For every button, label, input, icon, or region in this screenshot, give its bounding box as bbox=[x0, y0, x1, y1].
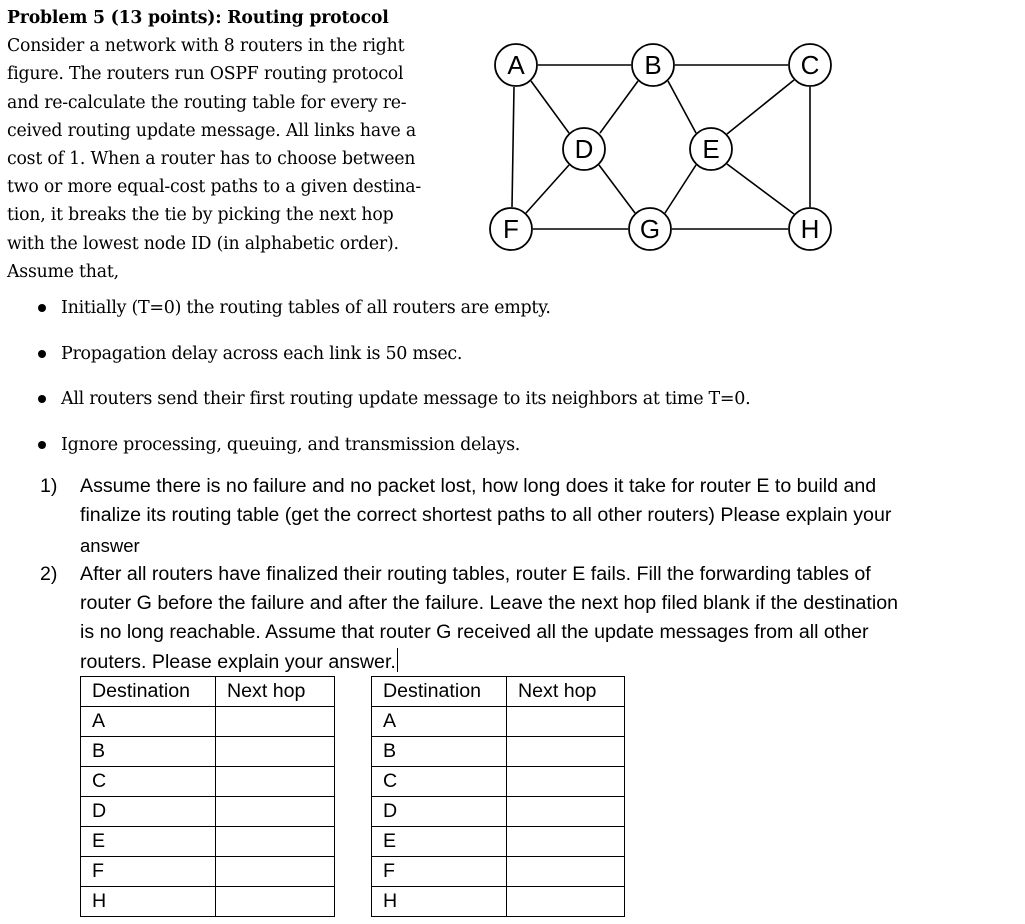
table-row bbox=[81, 737, 335, 767]
intro-line: and re-calculate the routing table for every re- bbox=[7, 92, 407, 113]
question-line: answer bbox=[80, 534, 140, 556]
table-row bbox=[81, 827, 335, 857]
table-row bbox=[81, 707, 335, 737]
question-number: 2) bbox=[40, 562, 58, 585]
question-line: finalize its routing table (get the correct shortest paths to all other routers) Please explain your bbox=[80, 504, 892, 527]
destination-cell: F bbox=[372, 857, 507, 887]
next-hop-cell[interactable] bbox=[216, 707, 335, 737]
destination-cell: B bbox=[372, 737, 507, 767]
intro-line: Assume that, bbox=[7, 261, 119, 282]
table-row bbox=[372, 887, 625, 917]
next-hop-cell[interactable] bbox=[216, 827, 335, 857]
link-e-g bbox=[665, 165, 696, 213]
bullet-icon bbox=[38, 304, 46, 312]
bullet-text: Ignore processing, queuing, and transmission delays. bbox=[61, 434, 521, 455]
link-a-f bbox=[512, 87, 514, 207]
question-line-last bbox=[80, 648, 1020, 677]
next-hop-cell[interactable] bbox=[507, 827, 625, 857]
link-a-d bbox=[531, 81, 569, 133]
next-hop-cell[interactable] bbox=[507, 887, 625, 917]
destination-cell: C bbox=[372, 767, 507, 797]
table-row bbox=[372, 797, 625, 827]
destination-cell: E bbox=[81, 827, 216, 857]
destination-cell: F bbox=[81, 857, 216, 887]
destination-cell: B bbox=[81, 737, 216, 767]
link-b-d bbox=[600, 81, 638, 133]
table-row bbox=[81, 797, 335, 827]
destination-cell: D bbox=[372, 797, 507, 827]
router-f-label: F bbox=[503, 214, 519, 244]
column-header-destination: Destination bbox=[372, 677, 507, 707]
problem-title: Problem 5 (13 points): Routing protocol bbox=[7, 8, 389, 28]
bullet-text: Propagation delay across each link is 50 msec. bbox=[61, 343, 463, 364]
destination-cell: C bbox=[81, 767, 216, 797]
router-a-label: A bbox=[507, 50, 525, 80]
intro-line: tion, it breaks the tie by picking the next hop bbox=[7, 205, 394, 226]
bullet-text: Initially (T=0) the routing tables of all routers are empty. bbox=[61, 298, 551, 318]
question-line: router G before the failure and after the failure. Leave the next hop filed blank if the destination bbox=[80, 592, 899, 615]
intro-line: with the lowest node ID (in alphabetic order). bbox=[7, 233, 399, 254]
network-diagram bbox=[480, 40, 840, 260]
bullet-text: All routers send their first routing update message to its neighbors at time T=0. bbox=[61, 389, 751, 409]
next-hop-cell[interactable] bbox=[507, 797, 625, 827]
next-hop-cell[interactable] bbox=[507, 707, 625, 737]
next-hop-cell[interactable] bbox=[507, 857, 625, 887]
table-header-row bbox=[81, 677, 335, 707]
question-2 bbox=[40, 560, 1020, 677]
router-e-label: E bbox=[702, 134, 720, 164]
question-line: routers. Please explain your answer. bbox=[80, 650, 396, 673]
intro-line: figure. The routers run OSPF routing protocol bbox=[7, 64, 404, 85]
column-header-next-hop: Next hop bbox=[507, 677, 625, 707]
problem-intro bbox=[7, 4, 462, 286]
link-c-e bbox=[727, 80, 794, 134]
forwarding-table-after bbox=[371, 676, 625, 917]
router-d-label: D bbox=[574, 134, 594, 164]
destination-cell: E bbox=[372, 827, 507, 857]
next-hop-cell[interactable] bbox=[507, 737, 625, 767]
table-row bbox=[372, 857, 625, 887]
question-line: is no long reachable. Assume that router G received all the update messages from all other bbox=[80, 621, 869, 644]
destination-cell: D bbox=[81, 797, 216, 827]
next-hop-cell[interactable] bbox=[216, 887, 335, 917]
next-hop-cell[interactable] bbox=[216, 737, 335, 767]
text-cursor bbox=[397, 648, 399, 672]
link-d-f bbox=[526, 165, 569, 213]
forwarding-table-before bbox=[80, 676, 335, 917]
destination-cell: A bbox=[372, 707, 507, 737]
next-hop-cell[interactable] bbox=[216, 767, 335, 797]
router-c-label: C bbox=[800, 50, 820, 80]
bullet-icon bbox=[38, 441, 46, 449]
link-b-e bbox=[668, 81, 696, 133]
column-header-next-hop: Next hop bbox=[216, 677, 335, 707]
questions bbox=[40, 472, 1020, 677]
question-line: Assume there is no failure and no packet lost, how long does it take for router E to build and bbox=[80, 475, 877, 497]
intro-line: two or more equal-cost paths to a given destina- bbox=[7, 177, 421, 198]
question-line: After all routers have finalized their routing tables, router E fails. Fill the forwarding tables of bbox=[80, 562, 871, 585]
question-1 bbox=[40, 472, 1020, 560]
router-g-label: G bbox=[639, 214, 661, 244]
link-d-g bbox=[599, 165, 635, 213]
intro-line: ceived routing update message. All links have a bbox=[7, 120, 416, 141]
bullet-icon bbox=[38, 395, 46, 403]
question-number: 1) bbox=[40, 475, 58, 497]
column-header-destination: Destination bbox=[81, 677, 216, 707]
intro-line: cost of 1. When a router has to choose between bbox=[7, 149, 416, 170]
table-row bbox=[81, 857, 335, 887]
table-row bbox=[372, 737, 625, 767]
next-hop-cell[interactable] bbox=[216, 857, 335, 887]
next-hop-cell[interactable] bbox=[507, 767, 625, 797]
destination-cell: H bbox=[372, 887, 507, 917]
table-row bbox=[372, 827, 625, 857]
table-row bbox=[372, 767, 625, 797]
intro-line: Consider a network with 8 routers in the right bbox=[7, 36, 405, 57]
bullet-icon bbox=[38, 350, 46, 358]
router-b-label: B bbox=[644, 50, 662, 80]
destination-cell: H bbox=[81, 887, 216, 917]
link-e-h bbox=[727, 164, 794, 214]
destination-cell: A bbox=[81, 707, 216, 737]
table-row bbox=[372, 707, 625, 737]
router-h-label: H bbox=[800, 214, 820, 244]
table-header-row bbox=[372, 677, 625, 707]
table-row bbox=[81, 887, 335, 917]
table-row bbox=[81, 767, 335, 797]
next-hop-cell[interactable] bbox=[216, 797, 335, 827]
